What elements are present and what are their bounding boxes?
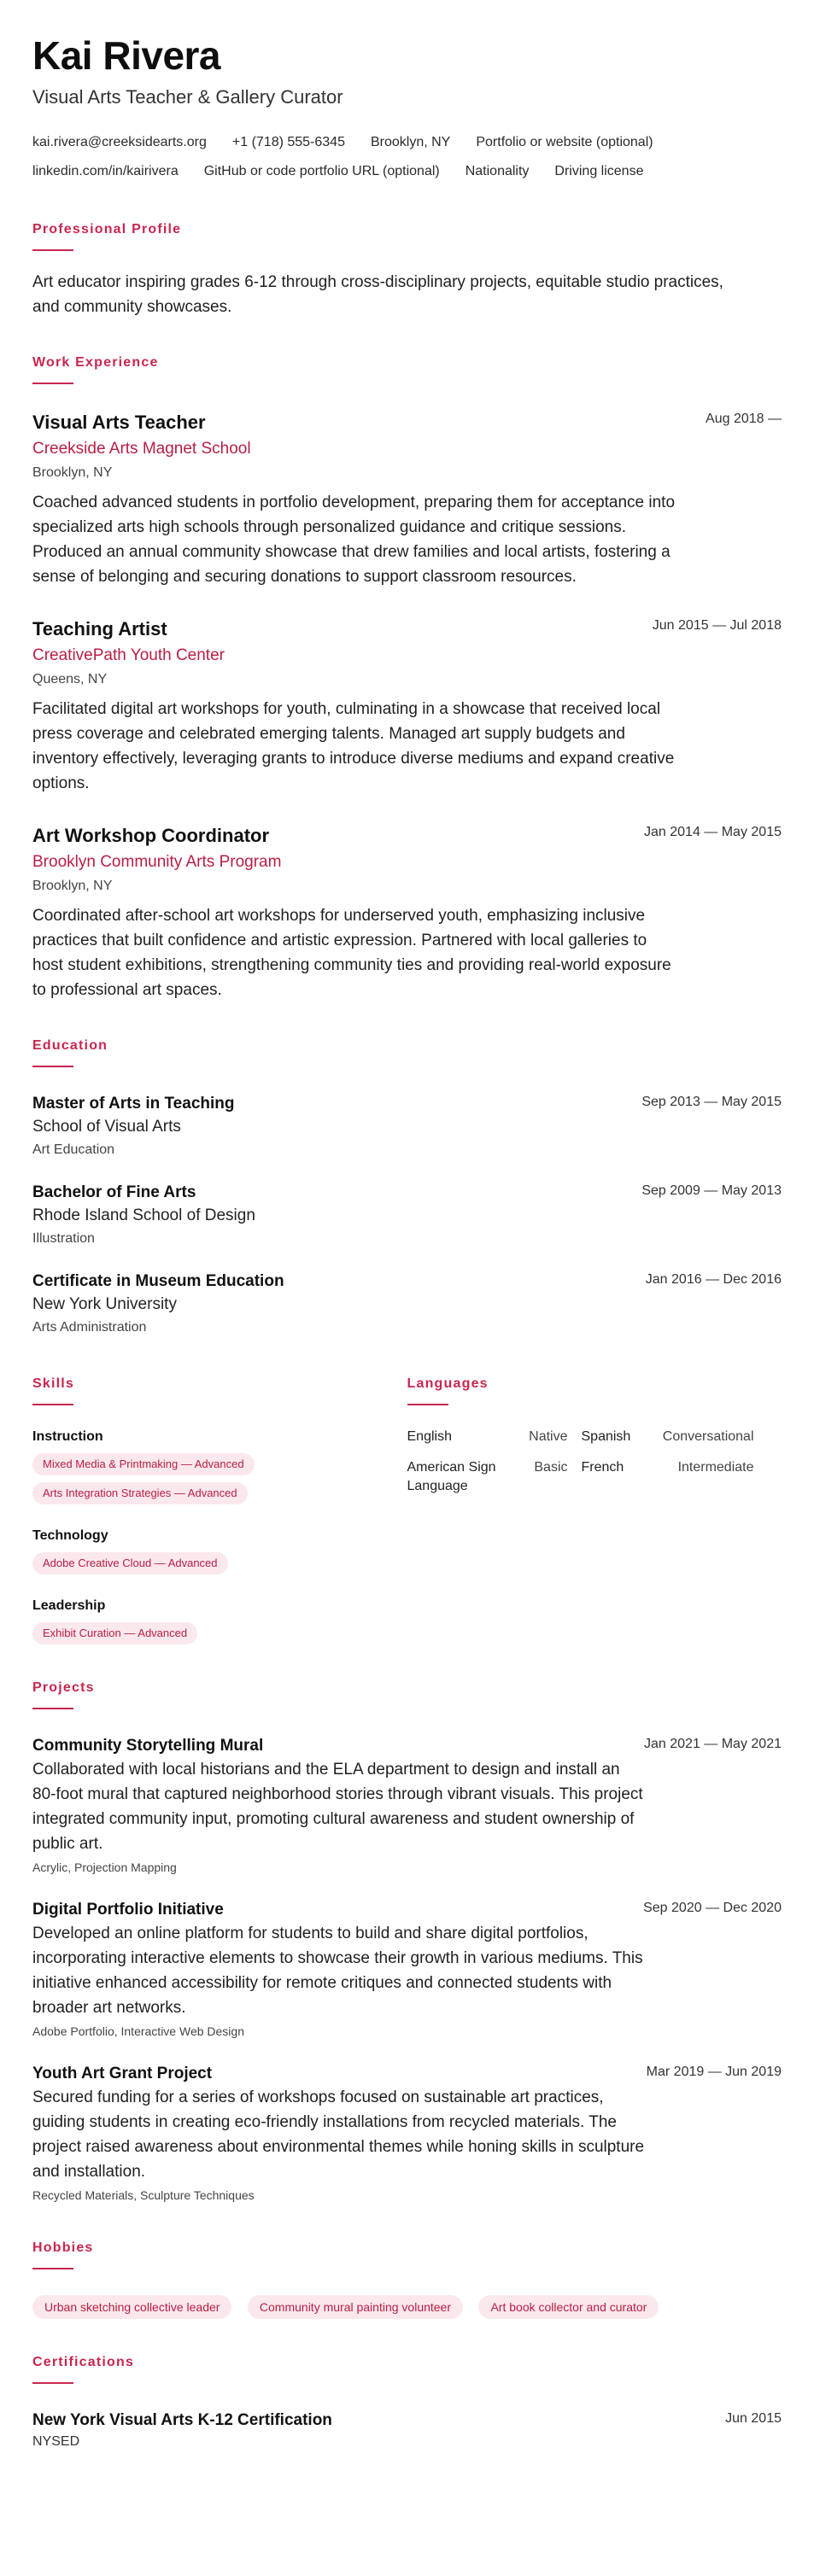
section-divider [32,1066,73,1067]
section-heading: Projects [32,1680,95,1695]
education-degree: Master of Arts in Teaching [32,1095,235,1113]
job-title: Teaching Artist [32,618,167,640]
skill-tag: Exhibit Curation — Advanced [32,1622,197,1644]
certification-issuer: NYSED [32,2434,80,2449]
project-dates: Sep 2020 — Dec 2020 [643,1901,782,1915]
section-divider [32,383,73,384]
job-location: Queens, NY [32,672,108,686]
project-title: Digital Portfolio Initiative [32,1901,224,1919]
candidate-name: Kai Rivera [32,33,221,78]
project-description: Developed an online platform for students to build and share digital portfolios, incorporating interactive elements to showcase their growth in various mediums. This initiative enhanced accessibility for remote critiques and connected students with broader art networks. [32,1925,643,2017]
project-entry [32,2063,782,2205]
project-description: Secured funding for a series of workshops focused on sustainable art practices, guiding students in creating eco-friendly installations from recycled materials. The project raised awareness about environmental themes while honing skills in sculpture and installation. [32,2088,645,2181]
section-divider [32,249,73,251]
experience-section [32,353,782,1002]
project-entry [32,1899,782,2041]
education-school: Rhode Island School of Design [32,1206,255,1224]
skills-section [32,1375,407,1644]
project-dates: Jan 2021 — May 2021 [644,1737,782,1751]
education-dates: Sep 2013 — May 2015 [641,1095,782,1109]
project-tools: Adobe Portfolio, Interactive Web Design [32,2024,244,2038]
section-heading: Languages [407,1376,489,1391]
contact-location: Brooklyn, NY [370,135,451,149]
education-degree: Bachelor of Fine Arts [32,1183,196,1201]
language-name: French [581,1460,624,1475]
job-dates: Jun 2015 — Jul 2018 [652,618,782,633]
education-field: Art Education [32,1142,115,1157]
job-location: Brooklyn, NY [32,465,113,480]
education-school: School of Visual Arts [32,1118,181,1136]
job-title: Art Workshop Coordinator [32,825,270,846]
education-degree: Certificate in Museum Education [32,1272,284,1290]
contact-nationality: Nationality [465,164,530,178]
contact-github[interactable]: GitHub or code portfolio URL (optional) [203,164,440,178]
job-description: Coached advanced students in portfolio development, preparing them for acceptance into specialized arts high schools through personalized guidance and critique sessions. Produced an annual community showcase that drew families and local artists, fostering a sense of belonging and securing donations to support classroom resources. [32,494,676,586]
project-title: Community Storytelling Mural [32,1737,264,1755]
language-level: Native [529,1429,568,1444]
certifications-section [32,2353,782,2452]
profile-section [32,220,782,319]
project-tools: Acrylic, Projection Mapping [32,1860,177,1874]
project-description: Collaborated with local historians and the ELA department to design and install an 80-foot mural that captured neighborhood stories through vibrant visuals. This project integrated community input, promoting cultural awareness and student ownership of public art. [32,1761,643,1853]
skill-tag: Mixed Media & Printmaking — Advanced [32,1453,255,1475]
language-name: English [407,1429,452,1444]
education-field: Arts Administration [32,1320,147,1335]
job-location: Brooklyn, NY [32,879,113,893]
job-title: Visual Arts Teacher [32,412,206,433]
contact-portfolio[interactable]: Portfolio or website (optional) [476,135,653,149]
project-tools: Recycled Materials, Sculpture Techniques [32,2188,255,2202]
section-heading: Skills [32,1376,75,1391]
project-entry [32,1735,782,1877]
education-dates: Jan 2016 — Dec 2016 [645,1272,782,1287]
project-dates: Mar 2019 — Jun 2019 [646,2065,782,2079]
certification-entry [32,2410,782,2452]
job-dates: Jan 2014 — May 2015 [644,825,782,839]
skill-group [32,1527,407,1574]
language-list [407,1428,771,1496]
section-divider [407,1404,448,1405]
language-level: Conversational [662,1429,754,1444]
section-heading: Professional Profile [32,222,182,237]
project-title: Youth Art Grant Project [32,2065,213,2082]
education-entry [32,1270,782,1339]
skill-category: Instruction [32,1429,103,1444]
section-heading: Certifications [32,2355,135,2369]
skill-category: Leadership [32,1598,106,1613]
section-divider [32,2382,73,2384]
education-dates: Sep 2009 — May 2013 [641,1183,782,1198]
contact-linkedin[interactable]: linkedin.com/in/kairivera [32,164,179,178]
hobbies-section [32,2239,782,2319]
job-dates: Aug 2018 — [706,412,782,426]
job-entry [32,410,782,589]
contact-phone[interactable]: +1 (718) 555-6345 [231,135,345,149]
education-school: New York University [32,1295,177,1313]
section-heading: Education [32,1038,108,1053]
hobby-tag: Urban sketching collective leader [32,2295,231,2319]
skill-category: Technology [32,1528,108,1543]
language-name: Spanish [581,1429,631,1444]
skill-tag: Arts Integration Strategies — Advanced [32,1482,248,1504]
language-level: Intermediate [677,1460,754,1475]
candidate-title: Visual Arts Teacher & Gallery Curator [32,86,343,108]
profile-text: Art educator inspiring grades 6-12 through cross-disciplinary projects, equitable studio practices, and community showcases. [32,273,723,316]
section-divider [32,2268,73,2269]
skill-group [32,1428,407,1504]
hobby-list [32,2288,782,2319]
job-entry [32,823,782,1002]
certification-date: Jun 2015 [725,2411,782,2426]
section-heading: Work Experience [32,355,159,370]
education-field: Illustration [32,1231,95,1246]
certification-name: New York Visual Arts K-12 Certification [32,2411,332,2429]
education-entry [32,1093,782,1161]
contact-email[interactable]: kai.rivera@creeksidearts.org [32,135,207,149]
resume-header [32,32,782,186]
section-heading: Hobbies [32,2240,94,2255]
job-description: Facilitated digital art workshops for youth, culminating in a showcase that received local press coverage and celebrated emerging talents. Managed art supply budgets and inventory effectively, leveraging grants to introduce diverse mediums and expand creative options. [32,700,675,792]
education-entry [32,1182,782,1250]
language-level: Basic [534,1460,568,1475]
skills-languages-row [32,1375,782,1644]
contact-list [32,128,767,186]
projects-section [32,1679,782,2205]
contact-driving-license: Driving license [554,164,644,178]
section-divider [32,1708,73,1709]
languages-section [407,1375,782,1644]
skill-group [32,1597,407,1644]
job-company: Creekside Arts Magnet School [32,440,251,458]
skill-tag: Adobe Creative Cloud — Advanced [32,1552,228,1574]
job-company: CreativePath Youth Center [32,646,225,664]
hobby-tag: Art book collector and curator [478,2295,659,2319]
language-name: American Sign Language [407,1460,496,1493]
job-company: Brooklyn Community Arts Program [32,853,282,871]
education-section [32,1037,782,1339]
job-description: Coordinated after-school art workshops for underserved youth, emphasizing inclusive practices that built confidence and artistic expression. Partnered with local galleries to host student exhibitions, strengthening community ties and providing real-world exposure to professional art spaces. [32,907,671,999]
job-entry [32,616,782,796]
section-divider [32,1404,73,1405]
hobby-tag: Community mural painting volunteer [248,2295,463,2319]
